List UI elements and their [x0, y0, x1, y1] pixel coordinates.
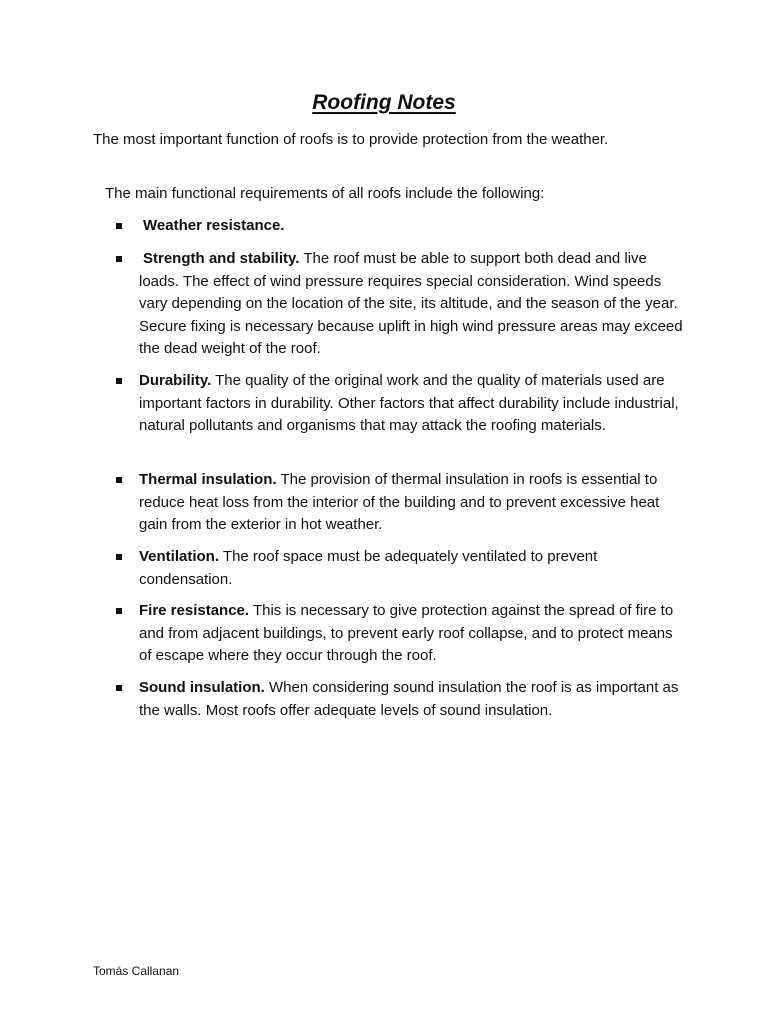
bullet-icon [116, 378, 122, 384]
requirement-title: Weather resistance. [143, 217, 285, 234]
list-item-durability [139, 370, 684, 438]
requirement-title: Sound insulation. [139, 679, 265, 696]
list-item-ventilation [139, 546, 684, 591]
requirement-text: The roof space must be adequately ventilated to prevent condensation. [139, 548, 598, 588]
requirement-title: Ventilation. [139, 548, 220, 565]
page-title: Roofing Notes [312, 91, 456, 114]
bullet-icon [116, 477, 122, 483]
list-item-sound-insulation [139, 677, 684, 722]
list-item-thermal-insulation [139, 469, 684, 537]
bullet-icon [116, 608, 122, 614]
requirement-text: The provision of thermal insulation in roofs is essential to reduce heat loss from the interior of the building and to prevent excessive heat gain from the exterior in hot weather. [139, 471, 660, 533]
bullet-icon [116, 256, 122, 262]
bullet-icon [116, 223, 122, 229]
list-item-fire-resistance [139, 600, 684, 668]
requirement-title: Fire resistance. [139, 602, 250, 619]
list-item-strength-stability [139, 248, 684, 361]
bullet-icon [116, 554, 122, 560]
requirement-text: When considering sound insulation the roof is as important as the walls. Most roofs offer adequate levels of sound insulation. [139, 679, 679, 719]
requirement-title: Strength and stability. [143, 250, 300, 267]
footer-author: Tomás Callanan [93, 964, 180, 978]
lead-paragraph: The main functional requirements of all roofs include the following: [105, 185, 545, 202]
requirement-text: This is necessary to give protection against the spread of fire to and from adjacent buildings, to prevent early roof collapse, and to protect means of escape where they occur through the roof. [139, 602, 674, 664]
intro-paragraph: The most important function of roofs is to provide protection from the weather. [93, 131, 609, 148]
requirement-text: The roof must be able to support both dead and live loads. The effect of wind pressure requires special consideration. Wind speeds vary depending on the location of the site, its altitude, and the season of the year. Secure fixing is necessary because uplift in high wind pressure areas may exceed the dead weight of the roof. [139, 250, 683, 357]
list-item-weather-resistance [143, 215, 688, 238]
requirement-text: The quality of the original work and the quality of materials used are important factors in durability. Other factors that affect durability include industrial, natural pollutants and organisms that may attack the roofing materials. [139, 372, 679, 434]
requirement-title: Thermal insulation. [139, 471, 277, 488]
bullet-icon [116, 685, 122, 691]
requirement-title: Durability. [139, 372, 212, 389]
